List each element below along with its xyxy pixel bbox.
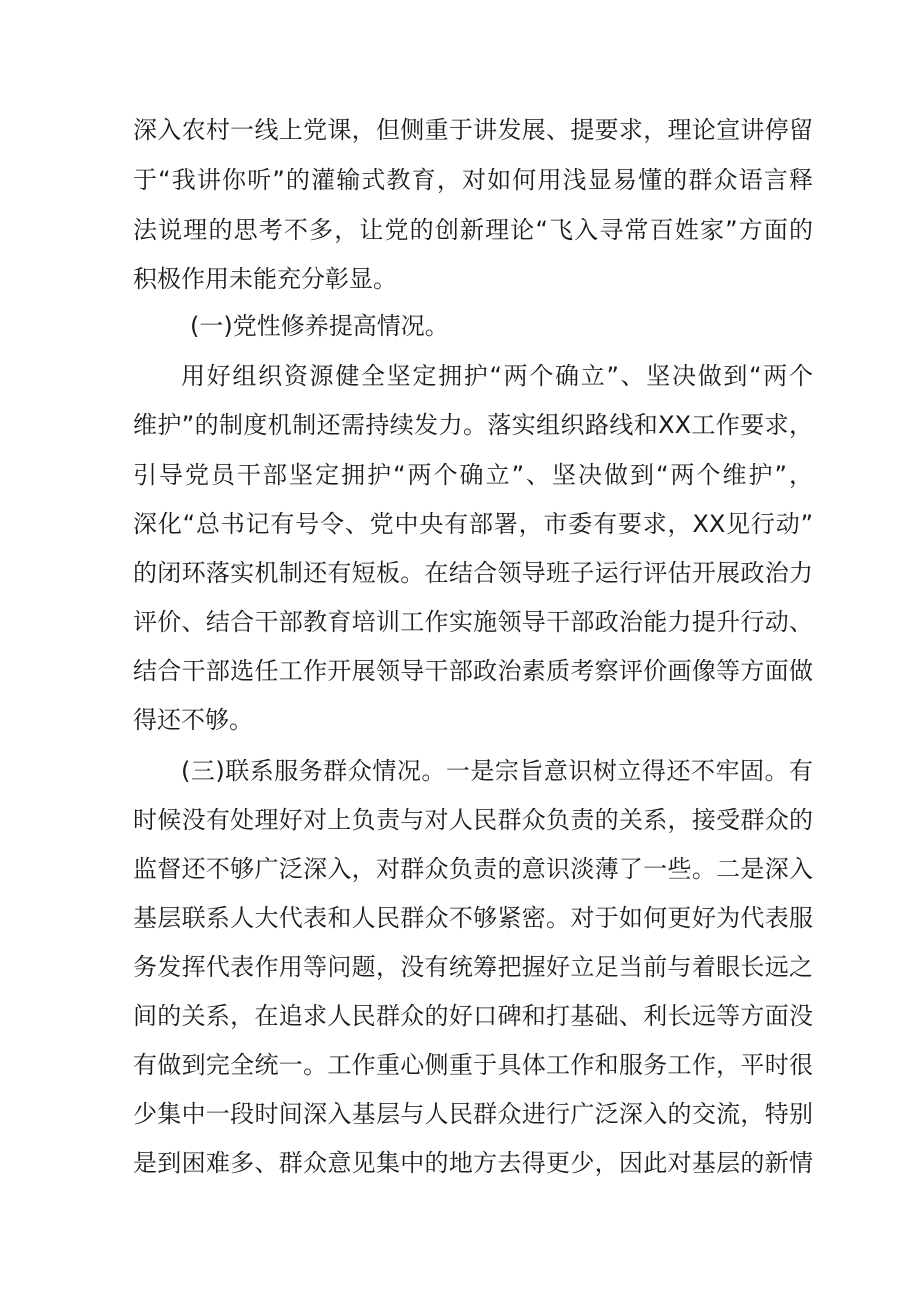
- paragraph-line: 基层联系人大代表和人民群众不够紧密。对于如何更好为代表服: [133, 904, 813, 932]
- paragraph-line: 监督还不够广泛深入，对群众负责的意识淡薄了一些。二是深入: [133, 855, 813, 883]
- paragraph-line: 是到困难多、群众意见集中的地方去得更少，因此对基层的新情: [133, 1149, 813, 1177]
- paragraph-line: 少集中一段时间深入基层与人民群众进行广泛深入的交流，特别: [133, 1100, 813, 1128]
- paragraph-line: 间的关系，在追求人民群众的好口碑和打基础、利长远等方面没: [133, 1002, 813, 1030]
- paragraph-line: 的闭环落实机制还有短板。在结合领导班子运行评估开展政治力: [133, 559, 813, 587]
- paragraph-line: 维护”的制度机制还需持续发力。落实组织路线和XX工作要求，: [133, 411, 813, 439]
- paragraph-line: 务发挥代表作用等问题，没有统筹把握好立足当前与着眼长远之: [133, 953, 813, 981]
- paragraph-line: 得还不够。: [133, 706, 253, 734]
- paragraph-line: 评价、结合干部教育培训工作实施领导干部政治能力提升行动、: [133, 608, 813, 636]
- paragraph-line: 深化“总书记有号令、党中央有部署，市委有要求，XX见行动”: [133, 510, 813, 538]
- paragraph-line: 深入农村一线上党课，但侧重于讲发展、提要求，理论宣讲停留: [133, 116, 813, 144]
- paragraph-line: 结合干部选任工作开展领导干部政治素质考察评价画像等方面做: [133, 657, 813, 685]
- paragraph-line: 用好组织资源健全坚定拥护“两个确立”、坚决做到“两个: [181, 362, 813, 390]
- paragraph-line: 于“我讲你听”的灌输式教育，对如何用浅显易懂的群众语言释: [133, 166, 813, 194]
- paragraph-line: 法说理的思考不多，让党的创新理论“飞入寻常百姓家”方面的: [133, 216, 813, 244]
- paragraph-line: 引导党员干部坚定拥护“两个确立”、坚决做到“两个维护”，: [133, 461, 813, 489]
- section-heading: (一)党性修养提高情况。: [190, 312, 449, 340]
- paragraph-line: 时候没有处理好对上负责与对人民群众负责的关系，接受群众的: [133, 806, 813, 834]
- paragraph-line: 有做到完全统一。工作重心侧重于具体工作和服务工作，平时很: [133, 1051, 813, 1079]
- paragraph-line: 积极作用未能充分彰显。: [133, 265, 397, 293]
- section-heading-paragraph: (三)联系服务群众情况。一是宗旨意识树立得还不牢固。有: [181, 757, 813, 785]
